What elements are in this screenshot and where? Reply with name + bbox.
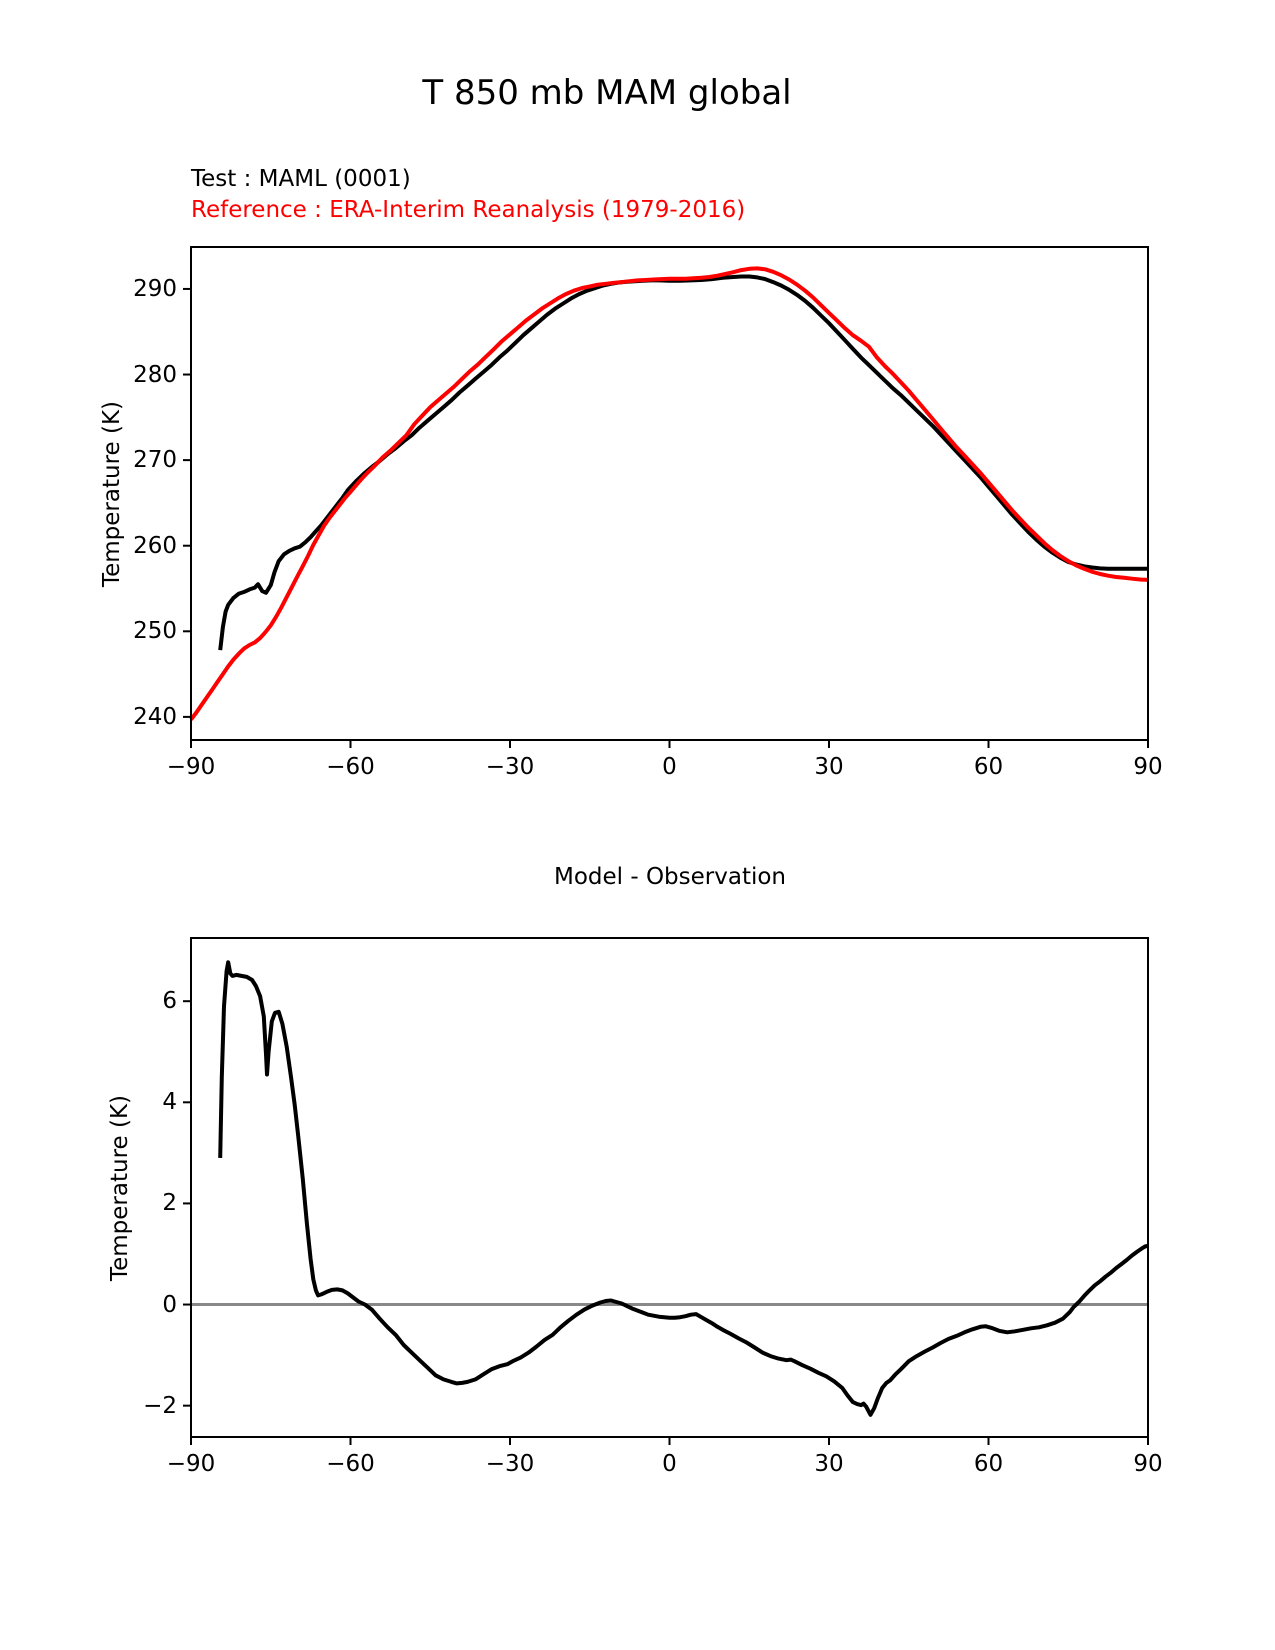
figure-title: T 850 mb MAM global [422, 73, 792, 113]
bottom-chart-x-tick-label: 60 [973, 1451, 1004, 1477]
bottom-chart-x-tick-label: 90 [1133, 1451, 1163, 1477]
bottom-chart-y-tick-label: 4 [162, 1089, 177, 1116]
top-chart-y-tick-label: 280 [133, 361, 177, 388]
bottom-chart-x-tick-label: −60 [326, 1451, 375, 1477]
top-chart-series-1 [191, 268, 1148, 719]
top-chart-axes-frame [191, 247, 1148, 740]
bottom-chart-x-tick-label: 0 [662, 1451, 677, 1477]
bottom-chart-y-axis-label: Temperature (K) [107, 1094, 133, 1282]
top-chart-x-tick-label: −30 [485, 754, 535, 780]
bottom-chart-x-tick-label: −30 [485, 1451, 535, 1477]
top-chart-y-tick-label: 290 [133, 275, 177, 302]
bottom-chart-title: Model - Observation [553, 864, 787, 890]
top-chart-x-tick-label: 0 [662, 754, 677, 780]
top-chart-series-0 [220, 277, 1148, 651]
bottom-chart-y-tick-label: 6 [162, 988, 177, 1015]
top-chart-x-tick-label: −90 [166, 754, 216, 780]
top-chart-y-tick-label: 240 [133, 703, 177, 730]
bottom-chart-y-tick-label: −2 [143, 1392, 177, 1419]
top-chart-x-tick-label: 90 [1133, 754, 1163, 780]
bottom-chart-y-tick-label: 0 [162, 1291, 177, 1318]
top-chart-x-tick-label: 60 [973, 754, 1004, 780]
legend-reference-label: Reference : ERA-Interim Reanalysis (1979-2016) [191, 197, 746, 223]
bottom-chart [191, 938, 1148, 1437]
top-chart-x-tick-label: −60 [326, 754, 375, 780]
legend-test-label: Test : MAML (0001) [191, 166, 411, 192]
top-chart [191, 247, 1148, 740]
top-chart-x-tick-label: 30 [814, 754, 844, 780]
bottom-chart-series-0 [220, 962, 1148, 1415]
bottom-chart-x-tick-label: 30 [814, 1451, 844, 1477]
bottom-chart-y-tick-label: 2 [162, 1190, 177, 1217]
top-chart-y-tick-label: 260 [133, 532, 177, 559]
bottom-chart-x-tick-label: −90 [166, 1451, 216, 1477]
top-chart-y-tick-label: 270 [133, 447, 177, 474]
bottom-chart-axes-frame [191, 938, 1148, 1437]
top-chart-y-axis-label: Temperature (K) [99, 400, 125, 588]
top-chart-y-tick-label: 250 [133, 618, 177, 645]
